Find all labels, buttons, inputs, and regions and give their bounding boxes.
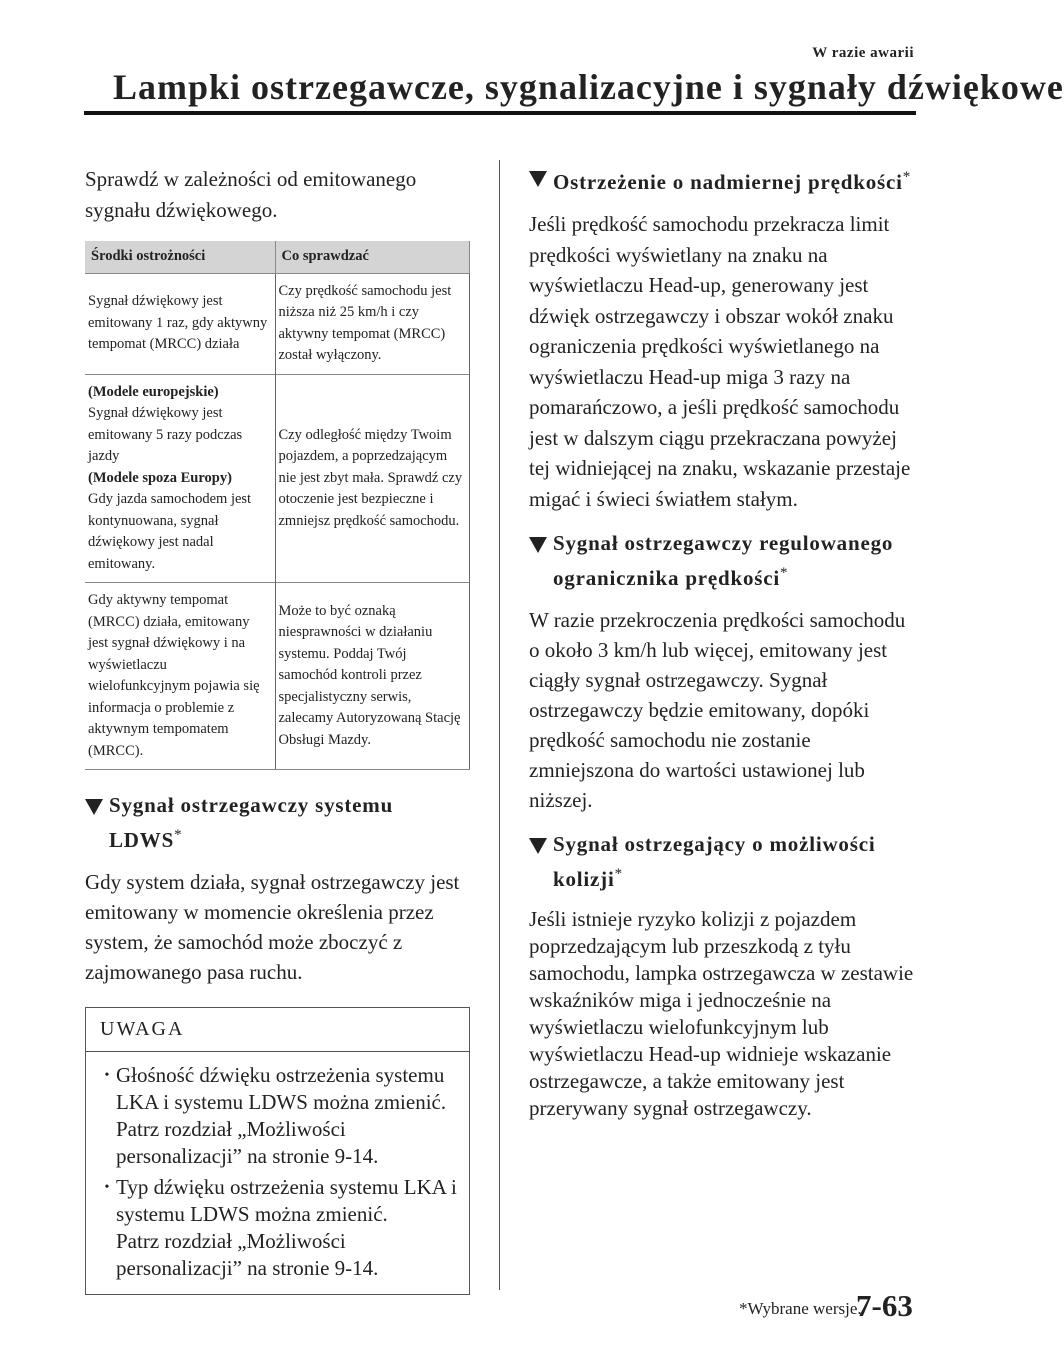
table-row [85, 273, 470, 374]
bullet-icon: • [104, 1180, 110, 1195]
left-column [85, 160, 470, 1295]
table-cell-check: Czy prędkość samochodu jest niższa niż 25 km/h i czy aktywny tempomat (MRCC) został wyłączony. [275, 273, 470, 374]
note-box [85, 1007, 470, 1295]
table-header-cause: Środki ostrożności [85, 241, 275, 273]
note-item-text: Głośność dźwięku ostrzeżenia systemu LKA i systemu LDWS można zmienić. [116, 1063, 447, 1114]
optional-marker: * [614, 866, 623, 882]
note-item-ref: Patrz rozdział „Możliwości personalizacji” na stronie 9-14. [116, 1117, 379, 1168]
page-number: 7-63 [856, 1288, 913, 1323]
model-label-non-eu: (Modele spoza Europy) [88, 469, 232, 486]
note-title: UWAGA [86, 1008, 469, 1052]
note-body [86, 1052, 469, 1294]
intro-text: Sprawdź w zależności od emitowanego sygnału dźwiękowego. [85, 167, 417, 222]
optional-marker: * [780, 565, 789, 581]
triangle-bullet-icon [529, 838, 547, 854]
collision-heading-text: Sygnał ostrzegający o możliwości kolizji [553, 832, 876, 891]
optional-marker: * [902, 169, 912, 185]
table-cell-check: Może to być oznaką niesprawności w działaniu systemu. Poddaj Twój samochód kontroli przez specjalistyczny serwis, zalecamy Autoryzowaną Stację Obsługi Mazdy. [275, 583, 470, 770]
triangle-bullet-icon [529, 171, 547, 187]
table-cell-check: Czy odległość między Twoim pojazdem, a poprzedzającym nie jest zbyt mała. Sprawdź czy otoczenie jest bezpieczne i zmniejsz prędkość samochodu. [275, 374, 470, 583]
collision-text: Jeśli istnieje ryzyko kolizji z pojazdem poprzedzającym lub przeszkodą z tyłu samochodu, lampka ostrzegawcza w zestawie wskaźników miga i jednocześnie na wyświetlaczu wielofunkcyjnym lub wyświetlaczu Head-up widnieje wskazanie ostrzegawcze, a także emitowany jest przerywany sygnał ostrzegawczy. [529, 907, 914, 1120]
collision-heading [529, 829, 919, 894]
table-cell-cause: Gdy aktywny tempomat (MRCC) działa, emitowany jest sygnał dźwiękowy i na wyświetlaczu wielofunkcyjnym pojawia się informacja o problemie z aktywnym tempomatem (MRCC). [85, 583, 275, 770]
header-rule [84, 111, 916, 115]
table-row [85, 583, 470, 770]
ldws-heading [85, 790, 470, 855]
table-cell-cause: Sygnał dźwiękowy jest emitowany 1 raz, gdy aktywny tempomat (MRCC) działa [85, 273, 275, 374]
section-label: W razie awarii [812, 45, 914, 61]
overspeed-text: Jeśli prędkość samochodu przekracza limit prędkości wyświetlany na znaku na wyświetlaczu Head-up, generowany jest dźwięk ostrzegawczy i obszar wokół znaku ograniczenia prędkości wyświetlanego na wyświetlaczu Head-up miga 3 razy na pomarańczowo, a jeśli prędkość samochodu jest w dalszym ciągu przekraczana powyżej tej widniejącej na znaku, wskazanie przestaje migać i świeci światłem stałym. [529, 212, 911, 511]
note-item-text: Typ dźwięku ostrzeżenia systemu LKA i systemu LDWS można zmienić. [116, 1175, 457, 1226]
model-label-eu: (Modele europejskie) [88, 383, 219, 400]
overspeed-heading [529, 162, 919, 197]
table-cell-cause [85, 374, 275, 583]
table-row [85, 374, 470, 583]
bullet-icon: • [104, 1068, 110, 1083]
overspeed-heading-text: Ostrzeżenie o nadmiernej prędkości [553, 170, 903, 194]
table-header-check: Co sprawdzać [275, 241, 470, 273]
table-header-row [85, 241, 470, 273]
note-item [98, 1174, 457, 1282]
ldws-heading-text: Sygnał ostrzegawczy systemu LDWS [109, 793, 394, 852]
triangle-bullet-icon [85, 799, 103, 815]
page-title: Lampki ostrzegawcze, sygnalizacyjne i sygnały dźwiękowe [113, 67, 1064, 107]
checks-table [85, 241, 470, 770]
triangle-bullet-icon [529, 537, 547, 553]
limiter-text: W razie przekroczenia prędkości samochodu o około 3 km/h lub więcej, emitowany jest ciągły sygnał ostrzegawczy. Sygnał ostrzegawczy będzie emitowany, dopóki prędkość samochodu nie zostanie zmniejszona do wartości ustawionej lub niższej. [529, 608, 906, 812]
limiter-heading-text: Sygnał ostrzegawczy regulowanego ogranicznika prędkości [553, 531, 894, 590]
cause-eu-text: Sygnał dźwiękowy jest emitowany 5 razy podczas jazdy [88, 405, 243, 464]
column-divider [499, 160, 500, 1290]
limiter-heading [529, 528, 919, 593]
ldws-text: Gdy system działa, sygnał ostrzegawczy jest emitowany w momencie określenia przez system, że samochód może zboczyć z zajmowanego pasa ruchu. [85, 870, 460, 984]
optional-marker: * [174, 827, 183, 843]
note-item-ref: Patrz rozdział „Możliwości personalizacji” na stronie 9-14. [116, 1229, 379, 1280]
right-column [529, 160, 919, 1122]
note-item [98, 1062, 457, 1170]
cause-non-eu-text: Gdy jazda samochodem jest kontynuowana, sygnał dźwiękowy jest nadal emitowany. [88, 491, 252, 572]
footer-note: *Wybrane wersje. [739, 1299, 862, 1318]
